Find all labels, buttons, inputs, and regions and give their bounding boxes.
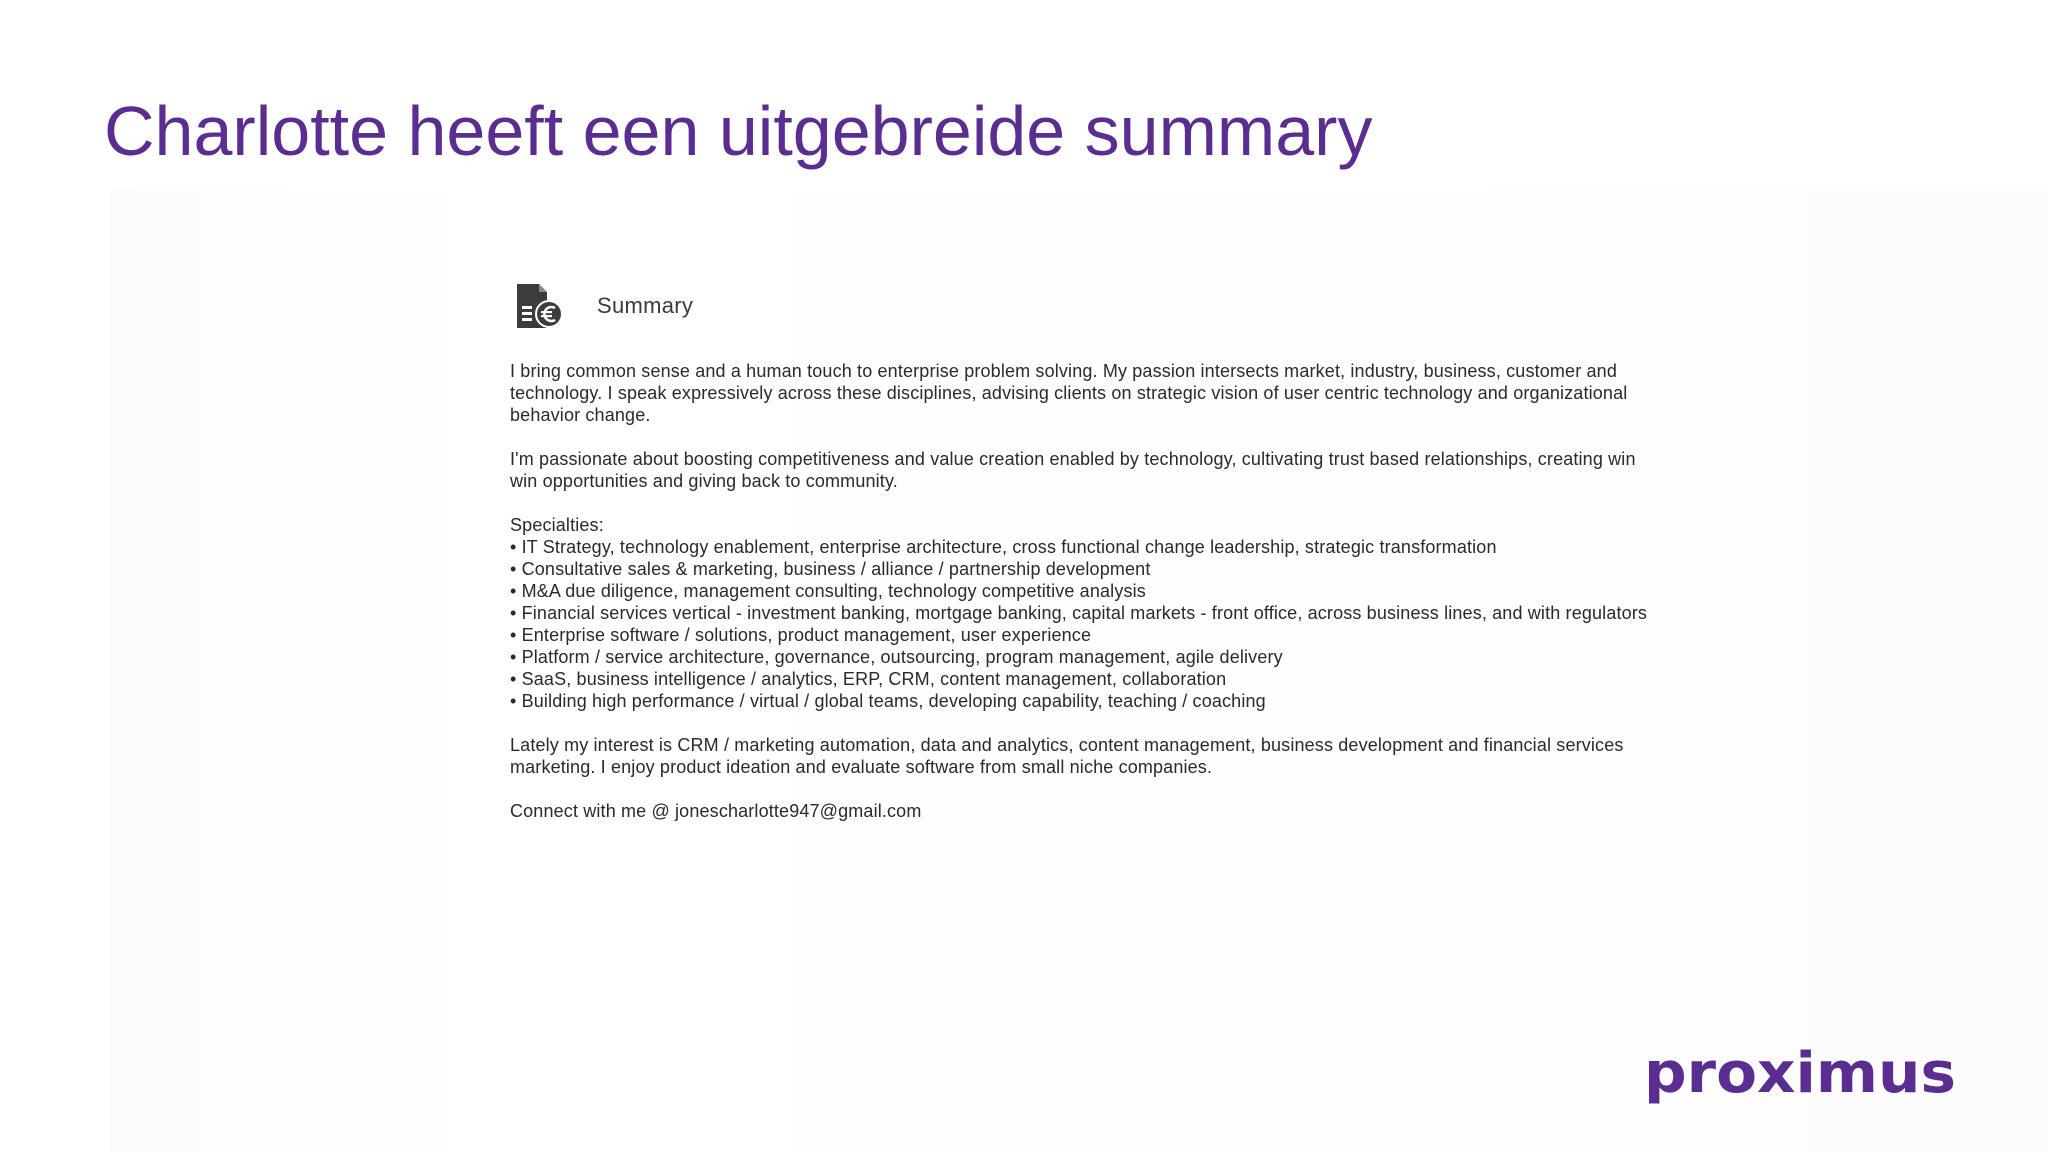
specialty-item: • Building high performance / virtual / global teams, developing capability, teaching / coaching: [510, 690, 1660, 712]
summary-heading: Summary: [597, 293, 694, 318]
proximus-logo: [1644, 1040, 1956, 1114]
specialty-item: • M&A due diligence, management consulting, technology competitive analysis: [510, 580, 1660, 602]
specialty-item: • Platform / service architecture, governance, outsourcing, program management, agile delivery: [510, 646, 1660, 668]
connect-line: Connect with me @ jonescharlotte947@gmail.com: [510, 801, 922, 821]
slide-title: Charlotte heeft een uitgebreide summary: [104, 92, 1373, 170]
document-euro-icon: [513, 282, 565, 330]
specialties-label: Specialties:: [510, 515, 604, 535]
specialty-item: • Financial services vertical - investment banking, mortgage banking, capital markets - front office, across business lines, and with regulators: [510, 602, 1660, 624]
summary-screenshot: [110, 190, 2048, 1152]
specialty-item: • SaaS, business intelligence / analytics, ERP, CRM, content management, collaboration: [510, 668, 1660, 690]
specialties-block: [510, 514, 1660, 712]
summary-paragraph-1: I bring common sense and a human touch to enterprise problem solving. My passion intersects market, industry, business, customer and technology. I speak expressively across these disciplines, advising clients on strategic vision of user centric technology and organizational behavior change.: [510, 361, 1628, 425]
specialty-item: • Consultative sales & marketing, business / alliance / partnership development: [510, 558, 1660, 580]
specialty-item: • IT Strategy, technology enablement, enterprise architecture, cross functional change leadership, strategic transformation: [510, 536, 1660, 558]
summary-paragraph-2: I'm passionate about boosting competitiveness and value creation enabled by technology, cultivating trust based relationships, creating win win opportunities and giving back to community.: [510, 449, 1636, 491]
summary-header: [510, 276, 1660, 336]
logo-text: proximus: [1644, 1041, 1956, 1106]
summary-card: [510, 276, 1660, 844]
specialties-list: [510, 536, 1660, 712]
specialty-item: • Enterprise software / solutions, product management, user experience: [510, 624, 1660, 646]
summary-body: [510, 360, 1660, 822]
summary-paragraph-3: Lately my interest is CRM / marketing automation, data and analytics, content management, business development and financial services marketing. I enjoy product ideation and evaluate software from small niche companies.: [510, 735, 1624, 777]
